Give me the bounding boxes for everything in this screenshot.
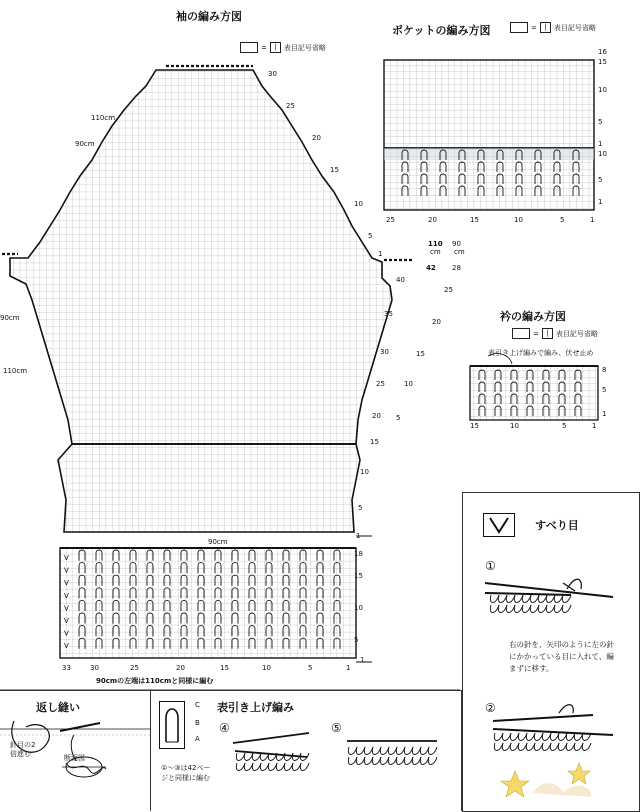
- mid-5: 5: [396, 414, 401, 422]
- knit-loop: [498, 595, 507, 613]
- slip-stitch-panel: [462, 492, 640, 812]
- slip-stitch-mark: V: [64, 579, 69, 588]
- slip-stitch-mark: V: [64, 554, 69, 562]
- slip-stitch-mark: V: [64, 617, 69, 625]
- knit-loop: [396, 747, 405, 765]
- slip-stitch-mark: V: [64, 566, 69, 575]
- slip-stitch-title: すべり目: [535, 519, 579, 532]
- knit-loop: [502, 733, 511, 751]
- slip-stitch-mark: V: [64, 629, 69, 638]
- column-number: 1: [346, 664, 351, 672]
- knit-loop: [404, 747, 413, 765]
- liftup-label-a: A: [195, 735, 200, 743]
- knit-loop: [372, 747, 381, 765]
- legend-equals: =: [533, 329, 539, 338]
- slip-instruction: 右の針を、矢印のように左の針にかかっている目に入れて、編まずに移す。: [509, 640, 614, 673]
- knit-loop: [428, 747, 437, 765]
- knit-loop: [514, 595, 523, 613]
- knit-loop: [558, 733, 567, 751]
- knit-stitch-icon: |: [540, 22, 551, 33]
- collar-title: 衿の編み方図: [500, 310, 566, 323]
- knit-loop: [244, 753, 253, 771]
- mid-110: 110: [428, 240, 443, 248]
- knit-loop: [494, 733, 503, 751]
- knit-loop: [420, 747, 429, 765]
- knit-loop: [554, 595, 563, 613]
- row-number: 5: [358, 504, 363, 512]
- column-number: 15: [470, 422, 479, 430]
- row-number: 5: [354, 636, 359, 644]
- column-number: 10: [514, 216, 523, 224]
- row-number: 5: [368, 232, 373, 240]
- column-number: 10: [510, 422, 519, 430]
- knit-loop: [574, 733, 583, 751]
- liftup-illustrations: [151, 691, 461, 811]
- knit-loop: [356, 747, 365, 765]
- knit-stitch-icon: |: [542, 328, 553, 339]
- knit-loop: [260, 753, 269, 771]
- liftup-note: ①〜③は42ページと同様に編む: [161, 764, 211, 782]
- knit-loop: [526, 733, 535, 751]
- mid-10: 10: [404, 380, 413, 388]
- row-number: 15: [330, 166, 339, 174]
- column-number: 1: [590, 216, 595, 224]
- knit-loop: [542, 733, 551, 751]
- slip-stitch-mark: V: [64, 642, 69, 651]
- knit-loop: [546, 595, 555, 613]
- column-number: 5: [560, 216, 565, 224]
- knit-loop: [388, 747, 397, 765]
- liftup-label-c: C: [195, 701, 200, 709]
- column-number: 20: [176, 664, 185, 672]
- liftup-step5: ⑤: [331, 721, 342, 735]
- legend-text: 表目記号省略: [553, 23, 596, 32]
- knit-loop: [510, 733, 519, 751]
- row-number: 10: [598, 86, 607, 94]
- collar-legend: [512, 328, 598, 339]
- row-number: 40: [396, 276, 405, 284]
- row-number: 1: [360, 656, 365, 664]
- row-number: 25: [376, 380, 385, 388]
- row-number: 30: [268, 70, 277, 78]
- label-90-left: 90cm: [0, 314, 20, 322]
- knit-loop: [518, 733, 527, 751]
- mid-15: 15: [416, 350, 425, 358]
- knit-loop: [582, 733, 591, 751]
- column-number: 33: [62, 664, 71, 672]
- mid-20: 20: [432, 318, 441, 326]
- row-number: 25: [286, 102, 295, 110]
- slip-stitch-mark: V: [64, 591, 69, 600]
- knit-loop: [236, 753, 245, 771]
- row-number: 1: [602, 410, 607, 418]
- sleeve-title: 袖の編み方図: [176, 10, 242, 23]
- column-number: 15: [220, 664, 229, 672]
- mid-90: 90: [452, 240, 461, 248]
- column-number: 25: [386, 216, 395, 224]
- label-110-left: 110cm: [3, 367, 28, 375]
- knit-loop: [538, 595, 547, 613]
- column-number: 15: [470, 216, 479, 224]
- collar-chart: [470, 366, 598, 420]
- column-number: 25: [130, 664, 139, 672]
- legend-equals: =: [261, 43, 267, 52]
- row-number: 35: [384, 310, 393, 318]
- row-number: 15: [354, 572, 363, 580]
- mid-28: 28: [452, 264, 461, 272]
- column-number: 5: [562, 422, 567, 430]
- knit-loop: [566, 733, 575, 751]
- liftup-title: 表引き上げ編み: [217, 701, 294, 714]
- row-number: 5: [598, 176, 603, 184]
- row-number: 16: [598, 48, 607, 56]
- column-number: 5: [308, 664, 313, 672]
- slip-stitch-symbol-icon: [483, 513, 515, 537]
- mid-cm2: cm: [454, 248, 465, 256]
- row-number: 10: [598, 150, 607, 158]
- step2-label: ②: [485, 701, 496, 715]
- liftup-panel: [150, 690, 462, 811]
- knit-loop: [530, 595, 539, 613]
- mid-cm: cm: [430, 248, 441, 256]
- column-number: 10: [262, 664, 271, 672]
- row-number: 15: [598, 58, 607, 66]
- row-number: 20: [372, 412, 381, 420]
- knit-loop: [506, 595, 515, 613]
- backstitch-title: 返し縫い: [36, 701, 80, 714]
- row-number: 5: [598, 118, 603, 126]
- knit-loop: [380, 747, 389, 765]
- knit-loop: [348, 747, 357, 765]
- knit-stitch-icon: |: [270, 42, 281, 53]
- backstitch-panel: [0, 690, 151, 811]
- slip-step2-illustration: [463, 701, 639, 797]
- mid-42: 42: [426, 264, 436, 272]
- backstitch-needle-label: 針目の2倍進む: [10, 741, 36, 758]
- sleeve-cap: [10, 70, 392, 532]
- pocket-chart: [384, 60, 594, 210]
- knit-loop: [490, 595, 499, 613]
- pocket-legend: [510, 22, 596, 33]
- label-90-top: 90cm: [75, 140, 95, 148]
- knit-loop: [550, 733, 559, 751]
- row-number: 10: [354, 604, 363, 612]
- knit-loop: [522, 595, 531, 613]
- blank-cell-icon: [512, 328, 530, 339]
- label-90-band: 90cm: [208, 538, 228, 546]
- label-110-top: 110cm: [91, 114, 116, 122]
- pocket-title: ポケットの編み方図: [392, 24, 491, 37]
- row-number: 10: [360, 468, 369, 476]
- sleeve-bottom-note: 90cmの左端は110cmと同様に編む: [96, 677, 214, 685]
- backstitch-section-label: 断面図: [64, 754, 85, 762]
- row-number: 1: [356, 532, 361, 540]
- column-number: 20: [428, 216, 437, 224]
- mid-25: 25: [444, 286, 453, 294]
- knit-loop: [268, 753, 277, 771]
- column-number: 30: [90, 664, 99, 672]
- liftup-step4: ④: [219, 721, 230, 735]
- legend-text: 表目記号省略: [555, 329, 598, 338]
- blank-cell-icon: [510, 22, 528, 33]
- slip-stitch-mark: V: [64, 604, 69, 613]
- knit-loop: [412, 747, 421, 765]
- row-number: 5: [602, 386, 607, 394]
- knit-loop: [562, 595, 571, 613]
- knit-loop: [534, 733, 543, 751]
- knit-loop: [364, 747, 373, 765]
- row-number: 15: [370, 438, 379, 446]
- column-number: 1: [592, 422, 597, 430]
- row-number: 8: [602, 366, 607, 374]
- knit-loop: [252, 753, 261, 771]
- legend-text: 表目記号省略: [283, 43, 326, 52]
- legend-equals: =: [531, 23, 537, 32]
- row-number: 1: [378, 250, 383, 258]
- collar-note: 表引き上げ編みで編み、伏せ止め: [488, 349, 594, 357]
- row-number: 20: [312, 134, 321, 142]
- liftup-label-b: B: [195, 719, 200, 727]
- step1-label: ①: [485, 559, 496, 573]
- row-number: 18: [354, 550, 363, 558]
- knit-loop: [300, 753, 309, 771]
- row-number: 10: [354, 200, 363, 208]
- row-number: 30: [380, 348, 389, 356]
- row-number: 1: [598, 140, 603, 148]
- row-number: 1: [598, 198, 603, 206]
